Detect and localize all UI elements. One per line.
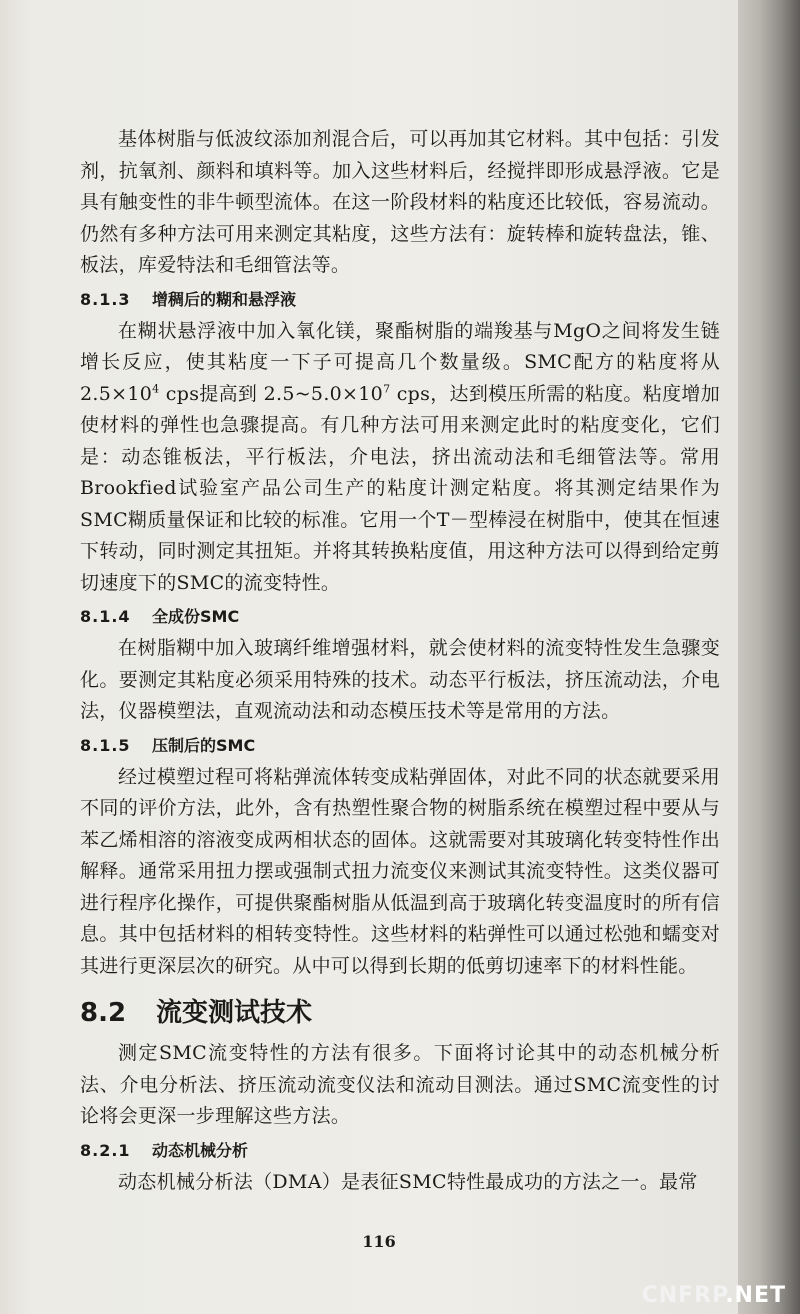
page-number: 116 xyxy=(362,1232,396,1251)
paragraph-4: 经过模塑过程可将粘弹流体转变成粘弹固体，对此不同的状态就要采用不同的评价方法，此外，含有热塑性聚合物的树脂系统在模塑过程中要从与苯乙烯相溶的溶液变成两相状态的固体。这就需要对其玻璃化转变特性作出解释。通常采用扭力摆或强制式扭力流变仪来测试其流变特性。这类仪器可进行程序化操作，可提供聚酯树脂从低温到高于玻璃化转变温度时的所有信息。其中包括材料的相转变特性。这些材料的粘弹性可以通过松弛和蠕变对其进行更深层次的研究。从中可以得到长期的低剪切速率下的材料性能。 xyxy=(80,765,720,977)
subheading-8-1-4 xyxy=(80,603,720,631)
page-content xyxy=(80,124,720,1198)
exponent-b: 7 xyxy=(383,382,391,396)
paragraph-1: 基体树脂与低波纹添加剂混合后，可以再加其它材料。其中包括：引发剂，抗氧剂、颜料和填料等。加入这些材料后，经搅拌即形成悬浮液。它是具有触变性的非牛顿型流体。在这一阶段材料的粘度还比较低，容易流动。仍然有多种方法可用来测定其粘度，这些方法有：旋转棒和旋转盘法，锥、板法，库爱特法和毛细管法等。 xyxy=(80,128,720,276)
subheading-number: 8.1.3 xyxy=(80,289,131,309)
paragraph-2-part-b: cps提高到 2.5~5.0×10 xyxy=(159,382,384,405)
subheading-title: 全成份SMC xyxy=(152,607,240,626)
watermark-part-1: CNFRP xyxy=(641,1283,726,1308)
paragraph-6: 动态机械分析法（DMA）是表征SMC特性最成功的方法之一。最常 xyxy=(118,1170,698,1193)
subheading-8-2-1 xyxy=(80,1137,720,1165)
subheading-number: 8.1.5 xyxy=(80,735,131,755)
paragraph-2-part-a: 在糊状悬浮液中加入氧化镁，聚酯树脂的端羧基与MgO之间将发生链增长反应，使其粘度一下子可提高几个数量级。SMC配方的粘度将从2.5×10 xyxy=(80,319,720,405)
section-number: 8.2 xyxy=(80,998,127,1028)
subheading-title: 压制后的SMC xyxy=(152,735,256,755)
watermark-part-2: .NET xyxy=(725,1283,786,1308)
paragraph-3: 在树脂糊中加入玻璃纤维增强材料，就会使材料的流变特性发生急骤变化。要测定其粘度必须采用特殊的技术。动态平行板法，挤压流动法，介电法，仪器模塑法，直观流动法和动态模压技术等是常用的方法。 xyxy=(80,637,720,722)
subheading-8-1-3 xyxy=(80,286,720,314)
subheading-number: 8.2.1 xyxy=(80,1140,131,1160)
section-heading-8-2 xyxy=(80,994,720,1032)
paragraph-5: 测定SMC流变特性的方法有很多。下面将讨论其中的动态机械分析法、介电分析法、挤压流动流变仪法和流动目测法。通过SMC流变性的讨论将会更深一步理解这些方法。 xyxy=(80,1042,720,1127)
subheading-title: 增稠后的糊和悬浮液 xyxy=(152,289,297,309)
section-title: 流变测试技术 xyxy=(156,998,313,1028)
subheading-title: 动态机械分析 xyxy=(152,1140,249,1160)
book-spine-shadow xyxy=(738,0,800,1314)
paragraph-2 xyxy=(80,316,720,600)
watermark-logo xyxy=(642,1283,786,1308)
exponent-a: 4 xyxy=(152,382,160,396)
subheading-number: 8.1.4 xyxy=(80,607,131,626)
subheading-8-1-5 xyxy=(80,732,720,760)
paragraph-2-part-c: cps，达到模压所需的粘度。粘度增加使材料的弹性也急骤提高。有几种方法可用来测定此时的粘度变化，它们是：动态锥板法，平行板法，介电法，挤出流动法和毛细管法等。常用Brookfied试验室产品公司生产的粘度计测定粘度。将其测定结果作为SMC糊质量保证和比较的标准。它用一个T－型棒浸在树脂中，使其在恒速下转动，同时测定其扭矩。并将其转换粘度值，用这种方法可以得到给定剪切速度下的SMC的流变特性。 xyxy=(80,382,721,594)
